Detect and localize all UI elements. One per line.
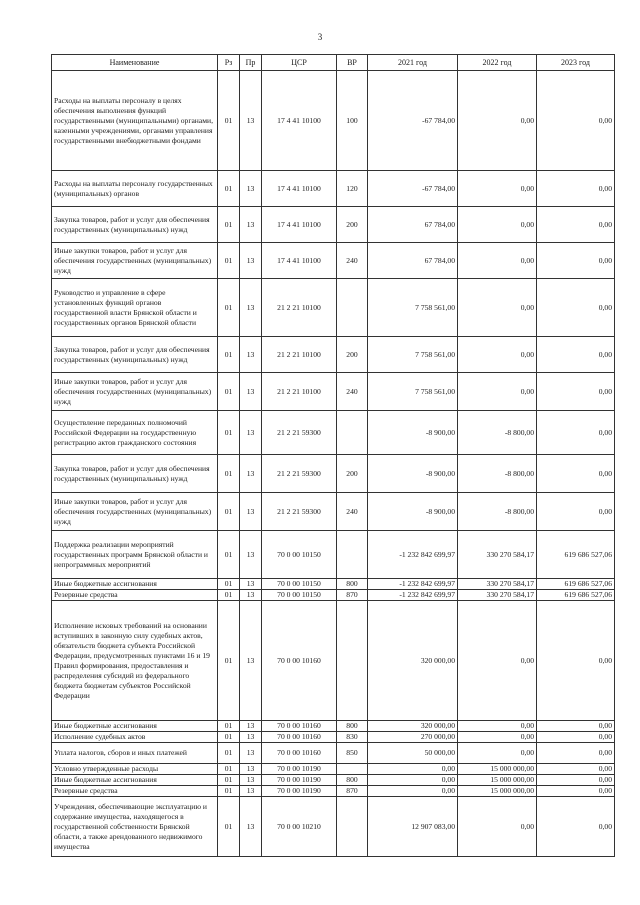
cell-2023: 0,00 bbox=[537, 721, 615, 732]
cell-pr: 13 bbox=[240, 373, 262, 411]
cell-pr: 13 bbox=[240, 531, 262, 579]
cell-2022: 0,00 bbox=[458, 243, 537, 279]
cell-2023: 0,00 bbox=[537, 764, 615, 775]
cell-csr: 21 2 21 59300 bbox=[262, 493, 337, 531]
cell-name: Расходы на выплаты персоналу государственных (муниципальных) органов bbox=[52, 171, 218, 207]
cell-name: Иные бюджетные ассигнования bbox=[52, 721, 218, 732]
cell-2021: 320 000,00 bbox=[368, 601, 458, 721]
table-row bbox=[52, 786, 615, 797]
table-row bbox=[52, 531, 615, 579]
cell-rz: 01 bbox=[218, 411, 240, 455]
table-row bbox=[52, 721, 615, 732]
cell-csr: 70 0 00 10210 bbox=[262, 797, 337, 857]
cell-2022: 330 270 584,17 bbox=[458, 531, 537, 579]
budget-table bbox=[51, 54, 615, 857]
cell-2021: -67 784,00 bbox=[368, 71, 458, 171]
cell-2022: 0,00 bbox=[458, 71, 537, 171]
cell-name: Иные бюджетные ассигнования bbox=[52, 775, 218, 786]
cell-csr: 70 0 00 10150 bbox=[262, 531, 337, 579]
cell-vr: 200 bbox=[337, 455, 368, 493]
cell-2022: 0,00 bbox=[458, 732, 537, 743]
cell-vr: 240 bbox=[337, 243, 368, 279]
cell-2021: 0,00 bbox=[368, 764, 458, 775]
column-header-name: Наименование bbox=[52, 55, 218, 71]
cell-2023: 619 686 527,06 bbox=[537, 579, 615, 590]
cell-2021: 0,00 bbox=[368, 775, 458, 786]
cell-rz: 01 bbox=[218, 721, 240, 732]
cell-rz: 01 bbox=[218, 337, 240, 373]
cell-rz: 01 bbox=[218, 786, 240, 797]
cell-pr: 13 bbox=[240, 171, 262, 207]
column-header-vr: ВР bbox=[337, 55, 368, 71]
cell-rz: 01 bbox=[218, 590, 240, 601]
column-header-rz: Рз bbox=[218, 55, 240, 71]
cell-csr: 21 2 21 59300 bbox=[262, 411, 337, 455]
cell-name: Закупка товаров, работ и услуг для обеспечения государственных (муниципальных) нужд bbox=[52, 207, 218, 243]
cell-2021: -1 232 842 699,97 bbox=[368, 531, 458, 579]
cell-2022: -8 800,00 bbox=[458, 411, 537, 455]
cell-2022: 0,00 bbox=[458, 797, 537, 857]
cell-rz: 01 bbox=[218, 764, 240, 775]
cell-csr: 21 2 21 10100 bbox=[262, 279, 337, 337]
table-header-row bbox=[52, 55, 615, 71]
cell-2022: 15 000 000,00 bbox=[458, 775, 537, 786]
cell-2023: 619 686 527,06 bbox=[537, 590, 615, 601]
cell-2021: 7 758 561,00 bbox=[368, 279, 458, 337]
cell-vr: 850 bbox=[337, 743, 368, 764]
cell-2022: 0,00 bbox=[458, 279, 537, 337]
cell-rz: 01 bbox=[218, 279, 240, 337]
column-header-2022: 2022 год bbox=[458, 55, 537, 71]
cell-name: Исполнение судебных актов bbox=[52, 732, 218, 743]
cell-2022: 15 000 000,00 bbox=[458, 786, 537, 797]
cell-rz: 01 bbox=[218, 455, 240, 493]
table-row bbox=[52, 732, 615, 743]
cell-vr: 240 bbox=[337, 493, 368, 531]
cell-2023: 619 686 527,06 bbox=[537, 531, 615, 579]
cell-2023: 0,00 bbox=[537, 775, 615, 786]
cell-rz: 01 bbox=[218, 579, 240, 590]
cell-2023: 0,00 bbox=[537, 337, 615, 373]
cell-csr: 17 4 41 10100 bbox=[262, 171, 337, 207]
cell-pr: 13 bbox=[240, 775, 262, 786]
cell-rz: 01 bbox=[218, 243, 240, 279]
table-row bbox=[52, 243, 615, 279]
cell-vr bbox=[337, 531, 368, 579]
cell-pr: 13 bbox=[240, 797, 262, 857]
cell-2021: -1 232 842 699,97 bbox=[368, 579, 458, 590]
cell-2021: 7 758 561,00 bbox=[368, 373, 458, 411]
table-row bbox=[52, 764, 615, 775]
column-header-2023: 2023 год bbox=[537, 55, 615, 71]
table-row bbox=[52, 455, 615, 493]
cell-csr: 70 0 00 10190 bbox=[262, 764, 337, 775]
cell-csr: 21 2 21 10100 bbox=[262, 373, 337, 411]
cell-name: Иные бюджетные ассигнования bbox=[52, 579, 218, 590]
table-row bbox=[52, 743, 615, 764]
cell-rz: 01 bbox=[218, 207, 240, 243]
cell-vr bbox=[337, 797, 368, 857]
cell-name: Резервные средства bbox=[52, 590, 218, 601]
cell-vr bbox=[337, 764, 368, 775]
cell-vr: 120 bbox=[337, 171, 368, 207]
cell-2021: -1 232 842 699,97 bbox=[368, 590, 458, 601]
cell-vr: 800 bbox=[337, 579, 368, 590]
cell-name: Расходы на выплаты персоналу в целях обеспечения выполнения функций государственными (муниципальными) органами, казенными учреждениями, органами управления государственными внебюджетными фондами bbox=[52, 71, 218, 171]
cell-vr bbox=[337, 279, 368, 337]
cell-pr: 13 bbox=[240, 207, 262, 243]
cell-name: Исполнение исковых требований на основании вступивших в законную силу судебных актов, обязательств бюджета субъекта Российской Федерации, предусмотренных пунктами 16 и 19 Правил формирования, предоставления и распределения субсидий из федерального бюджета бюджетам субъектов Российской Федерации bbox=[52, 601, 218, 721]
cell-name: Руководство и управление в сфере установленных функций органов государственной власти Брянской области и государственных органов Брянской области bbox=[52, 279, 218, 337]
cell-pr: 13 bbox=[240, 590, 262, 601]
cell-2022: -8 800,00 bbox=[458, 493, 537, 531]
cell-2023: 0,00 bbox=[537, 732, 615, 743]
cell-2023: 0,00 bbox=[537, 71, 615, 171]
cell-pr: 13 bbox=[240, 786, 262, 797]
cell-2022: 0,00 bbox=[458, 743, 537, 764]
cell-csr: 70 0 00 10190 bbox=[262, 786, 337, 797]
cell-2021: 12 907 083,00 bbox=[368, 797, 458, 857]
cell-2022: 0,00 bbox=[458, 337, 537, 373]
cell-2023: 0,00 bbox=[537, 411, 615, 455]
cell-csr: 70 0 00 10160 bbox=[262, 732, 337, 743]
cell-rz: 01 bbox=[218, 797, 240, 857]
cell-pr: 13 bbox=[240, 337, 262, 373]
cell-pr: 13 bbox=[240, 243, 262, 279]
cell-vr: 830 bbox=[337, 732, 368, 743]
cell-csr: 21 2 21 10100 bbox=[262, 337, 337, 373]
cell-name: Резервные средства bbox=[52, 786, 218, 797]
table-body bbox=[52, 71, 615, 857]
cell-2022: 15 000 000,00 bbox=[458, 764, 537, 775]
cell-csr: 70 0 00 10160 bbox=[262, 743, 337, 764]
cell-rz: 01 bbox=[218, 601, 240, 721]
cell-name: Иные закупки товаров, работ и услуг для обеспечения государственных (муниципальных) нужд bbox=[52, 373, 218, 411]
cell-2021: 320 000,00 bbox=[368, 721, 458, 732]
cell-2023: 0,00 bbox=[537, 743, 615, 764]
table-row bbox=[52, 797, 615, 857]
cell-2021: 7 758 561,00 bbox=[368, 337, 458, 373]
cell-2023: 0,00 bbox=[537, 243, 615, 279]
cell-2023: 0,00 bbox=[537, 786, 615, 797]
table-row bbox=[52, 373, 615, 411]
table-row bbox=[52, 207, 615, 243]
cell-csr: 17 4 41 10100 bbox=[262, 207, 337, 243]
cell-2021: -8 900,00 bbox=[368, 455, 458, 493]
cell-2022: 330 270 584,17 bbox=[458, 579, 537, 590]
cell-name: Иные закупки товаров, работ и услуг для обеспечения государственных (муниципальных) нужд bbox=[52, 493, 218, 531]
table-row bbox=[52, 171, 615, 207]
cell-name: Иные закупки товаров, работ и услуг для обеспечения государственных (муниципальных) нужд bbox=[52, 243, 218, 279]
cell-csr: 70 0 00 10150 bbox=[262, 579, 337, 590]
cell-vr bbox=[337, 411, 368, 455]
cell-rz: 01 bbox=[218, 531, 240, 579]
cell-vr: 200 bbox=[337, 337, 368, 373]
cell-pr: 13 bbox=[240, 71, 262, 171]
cell-csr: 17 4 41 10100 bbox=[262, 243, 337, 279]
cell-pr: 13 bbox=[240, 721, 262, 732]
cell-rz: 01 bbox=[218, 71, 240, 171]
cell-2023: 0,00 bbox=[537, 207, 615, 243]
cell-csr: 70 0 00 10190 bbox=[262, 775, 337, 786]
column-header-pr: Пр bbox=[240, 55, 262, 71]
cell-2022: 0,00 bbox=[458, 373, 537, 411]
cell-pr: 13 bbox=[240, 579, 262, 590]
cell-pr: 13 bbox=[240, 455, 262, 493]
table-row bbox=[52, 411, 615, 455]
cell-vr: 100 bbox=[337, 71, 368, 171]
cell-pr: 13 bbox=[240, 411, 262, 455]
cell-2021: -8 900,00 bbox=[368, 411, 458, 455]
column-header-csr: ЦСР bbox=[262, 55, 337, 71]
cell-2023: 0,00 bbox=[537, 601, 615, 721]
cell-vr: 240 bbox=[337, 373, 368, 411]
cell-pr: 13 bbox=[240, 732, 262, 743]
table-row bbox=[52, 71, 615, 171]
cell-vr: 870 bbox=[337, 590, 368, 601]
cell-rz: 01 bbox=[218, 171, 240, 207]
cell-2022: -8 800,00 bbox=[458, 455, 537, 493]
cell-name: Условно утвержденные расходы bbox=[52, 764, 218, 775]
cell-rz: 01 bbox=[218, 373, 240, 411]
cell-name: Поддержка реализации мероприятий государственных программ Брянской области и непрограммных мероприятий bbox=[52, 531, 218, 579]
cell-name: Учреждения, обеспечивающие эксплуатацию и содержание имущества, находящегося в государственной собственности Брянской области, а также арендованного недвижимого имущества bbox=[52, 797, 218, 857]
cell-2021: 67 784,00 bbox=[368, 243, 458, 279]
cell-2023: 0,00 bbox=[537, 455, 615, 493]
cell-2021: 270 000,00 bbox=[368, 732, 458, 743]
cell-2022: 0,00 bbox=[458, 601, 537, 721]
cell-pr: 13 bbox=[240, 279, 262, 337]
cell-rz: 01 bbox=[218, 493, 240, 531]
cell-2021: -8 900,00 bbox=[368, 493, 458, 531]
cell-vr bbox=[337, 601, 368, 721]
cell-2022: 0,00 bbox=[458, 171, 537, 207]
cell-pr: 13 bbox=[240, 764, 262, 775]
cell-pr: 13 bbox=[240, 493, 262, 531]
cell-2021: -67 784,00 bbox=[368, 171, 458, 207]
cell-csr: 70 0 00 10160 bbox=[262, 721, 337, 732]
cell-2023: 0,00 bbox=[537, 373, 615, 411]
cell-2023: 0,00 bbox=[537, 279, 615, 337]
cell-2022: 330 270 584,17 bbox=[458, 590, 537, 601]
table-row bbox=[52, 601, 615, 721]
cell-vr: 870 bbox=[337, 786, 368, 797]
column-header-2021: 2021 год bbox=[368, 55, 458, 71]
cell-rz: 01 bbox=[218, 775, 240, 786]
cell-csr: 17 4 41 10100 bbox=[262, 71, 337, 171]
cell-vr: 800 bbox=[337, 775, 368, 786]
cell-vr: 200 bbox=[337, 207, 368, 243]
cell-name: Закупка товаров, работ и услуг для обеспечения государственных (муниципальных) нужд bbox=[52, 337, 218, 373]
cell-2022: 0,00 bbox=[458, 721, 537, 732]
cell-2021: 0,00 bbox=[368, 786, 458, 797]
cell-vr: 800 bbox=[337, 721, 368, 732]
cell-2021: 50 000,00 bbox=[368, 743, 458, 764]
cell-name: Закупка товаров, работ и услуг для обеспечения государственных (муниципальных) нужд bbox=[52, 455, 218, 493]
cell-name: Осуществление переданных полномочий Российской Федерации на государственную регистрацию актов гражданского состояния bbox=[52, 411, 218, 455]
cell-csr: 21 2 21 59300 bbox=[262, 455, 337, 493]
cell-2021: 67 784,00 bbox=[368, 207, 458, 243]
cell-rz: 01 bbox=[218, 743, 240, 764]
cell-2022: 0,00 bbox=[458, 207, 537, 243]
table-row bbox=[52, 590, 615, 601]
table-row bbox=[52, 579, 615, 590]
cell-rz: 01 bbox=[218, 732, 240, 743]
cell-csr: 70 0 00 10160 bbox=[262, 601, 337, 721]
cell-csr: 70 0 00 10150 bbox=[262, 590, 337, 601]
cell-name: Уплата налогов, сборов и иных платежей bbox=[52, 743, 218, 764]
table-row bbox=[52, 775, 615, 786]
cell-2023: 0,00 bbox=[537, 797, 615, 857]
table-row bbox=[52, 337, 615, 373]
cell-2023: 0,00 bbox=[537, 171, 615, 207]
cell-pr: 13 bbox=[240, 743, 262, 764]
table-row bbox=[52, 279, 615, 337]
table-row bbox=[52, 493, 615, 531]
page-number: 3 bbox=[317, 32, 323, 42]
cell-2023: 0,00 bbox=[537, 493, 615, 531]
cell-pr: 13 bbox=[240, 601, 262, 721]
